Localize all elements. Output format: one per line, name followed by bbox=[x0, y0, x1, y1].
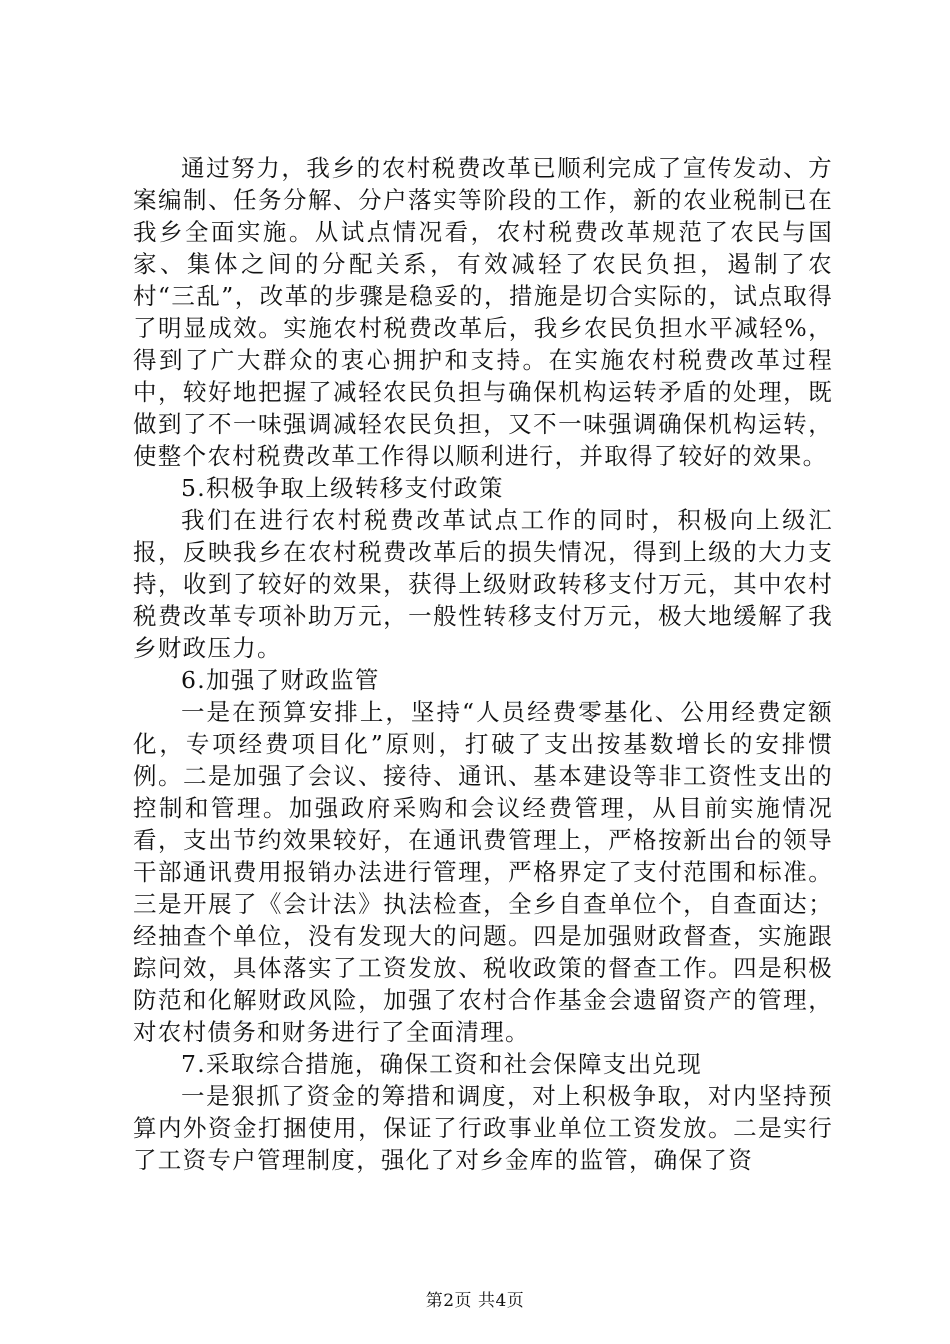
page-footer: 第2页 共4页 bbox=[425, 1291, 525, 1311]
paragraph-fiscal-supervision: 一是在预算安排上，坚持“人员经费零基化、公用经费定额化，专项经费项目化”原则，打破了支出按基数增长的安排惯例。二是加强了会议、接待、通讯、基本建设等非工资性支出的控制和管理。加强政府采购和会议经费管理，从目前实施情况看，支出节约效果较好，在通讯费管理上，严格按新出台的领导干部通讯费用报销办法进行管理，严格界定了支付范围和标准。三是开展了《会计法》执法检查，全乡自查单位个，自查面达；经抽查个单位，没有发现大的问题。四是加强财政督查，实施跟踪问效，具体落实了工资发放、税收政策的督查工作。四是积极防范和化解财政风险，加强了农村合作基金会遗留资产的管理，对农村债务和财务进行了全面清理。 bbox=[133, 698, 833, 1046]
heading-fiscal-supervision: 6.加强了财政监管 bbox=[181, 666, 380, 694]
paragraph-tax-reform: 通过努力，我乡的农村税费改革已顺利完成了宣传发动、方案编制、任务分解、分户落实等阶段的工作，新的农业税制已在我乡全面实施。从试点情况看，农村税费改革规范了农民与国家、集体之间的分配关系，有效减轻了农民负担，遏制了农村“三乱”，改革的步骤是稳妥的，措施是切合实际的，试点取得了明显成效。实施农村税费改革后，我乡农民负担水平减轻%，得到了广大群众的衷心拥护和支持。在实施农村税费改革过程中，较好地把握了减轻农民负担与确保机构运转矛盾的处理，既做到了不一味强调减轻农民负担，又不一味强调确保机构运转，使整个农村税费改革工作得以顺利进行，并取得了较好的效果。 bbox=[133, 154, 833, 470]
heading-transfer-payment: 5.积极争取上级转移支付政策 bbox=[181, 474, 504, 502]
paragraph-transfer-payment: 我们在进行农村税费改革试点工作的同时，积极向上级汇报，反映我乡在农村税费改革后的损失情况，得到上级的大力支持，收到了较好的效果，获得上级财政转移支付万元，其中农村税费改革专项补助万元，一般性转移支付万元，极大地缓解了我乡财政压力。 bbox=[133, 506, 833, 662]
paragraph-salary-guarantee: 一是狠抓了资金的筹措和调度，对上积极争取，对内坚持预算内外资金打捆使用，保证了行政事业单位工资发放。二是实行了工资专户管理制度，强化了对乡金库的监管，确保了资 bbox=[133, 1082, 833, 1174]
heading-salary-guarantee: 7.采取综合措施，确保工资和社会保障支出兑现 bbox=[181, 1050, 703, 1078]
document-body bbox=[133, 152, 833, 1176]
